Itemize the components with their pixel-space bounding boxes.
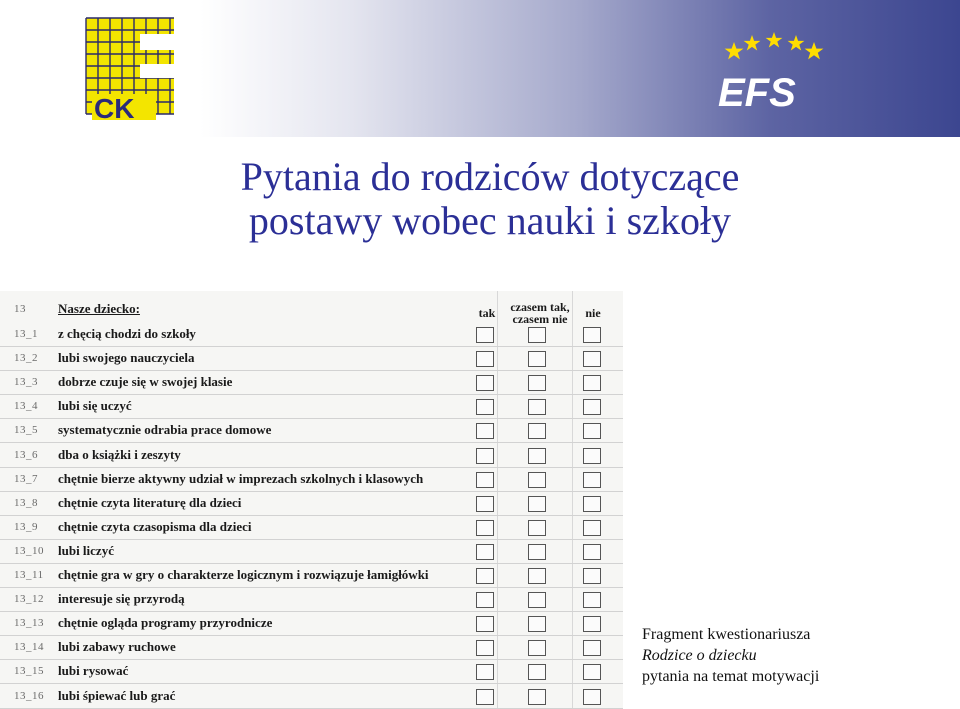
question-number: 13_2 (14, 352, 38, 365)
checkbox-nie (583, 496, 601, 512)
question-text: chętnie ogląda programy przyrodnicze (58, 615, 273, 631)
question-text: lubi śpiewać lub grać (58, 687, 176, 703)
checkbox-nie (583, 399, 601, 415)
questionnaire-scan (0, 291, 623, 709)
checkbox-nie (583, 423, 601, 439)
checkbox-nie (583, 616, 601, 632)
checkbox-czasem (528, 544, 546, 560)
checkbox-tak (476, 592, 494, 608)
question-row (0, 587, 623, 612)
question-row (0, 635, 623, 660)
question-text: lubi swojego nauczyciela (58, 350, 195, 366)
question-text: dba o książki i zeszyty (58, 446, 181, 462)
question-row (0, 539, 623, 564)
question-row (0, 515, 623, 540)
checkbox-nie (583, 327, 601, 343)
question-number: 13_12 (14, 593, 44, 606)
checkbox-tak (476, 375, 494, 391)
caption (642, 624, 819, 687)
checkbox-czasem (528, 568, 546, 584)
page-title (0, 155, 960, 243)
checkbox-nie (583, 664, 601, 680)
title-line-2: postawy wobec nauki i szkoły (248, 198, 732, 243)
question-text: lubi rysować (58, 663, 129, 679)
question-text: interesuje się przyrodą (58, 591, 185, 607)
checkbox-nie (583, 544, 601, 560)
checkbox-tak (476, 327, 494, 343)
checkbox-nie (583, 689, 601, 705)
question-row (0, 370, 623, 395)
checkbox-tak (476, 472, 494, 488)
checkbox-nie (583, 568, 601, 584)
checkbox-tak (476, 616, 494, 632)
question-number: 13 (14, 303, 26, 315)
checkbox-nie (583, 351, 601, 367)
checkbox-czasem (528, 351, 546, 367)
title-line-1: Pytania do rodziców dotyczące (240, 154, 740, 199)
question-number: 13_8 (14, 496, 38, 509)
header-band (200, 0, 960, 137)
checkbox-czasem (528, 616, 546, 632)
checkbox-nie (583, 472, 601, 488)
ck-logo (78, 14, 188, 126)
question-text: lubi liczyć (58, 542, 114, 558)
question-row (0, 684, 623, 709)
checkbox-czasem (528, 399, 546, 415)
question-number: 13_9 (14, 520, 38, 533)
checkbox-czasem (528, 496, 546, 512)
question-number: 13_16 (14, 689, 44, 702)
question-row (0, 394, 623, 419)
column-head-czasem-nie: czasem nie (512, 312, 568, 326)
question-number: 13_1 (14, 328, 38, 340)
question-row (0, 322, 623, 347)
checkbox-czasem (528, 520, 546, 536)
caption-line-1: Fragment kwestionariusza (642, 626, 811, 643)
svg-text:EFS: EFS (718, 71, 796, 112)
question-text: chętnie gra w gry o charakterze logicznym i rozwiązuje łamigłówki (58, 567, 429, 582)
checkbox-tak (476, 399, 494, 415)
checkbox-tak (476, 689, 494, 705)
question-row (0, 563, 623, 588)
checkbox-tak (476, 448, 494, 464)
question-number: 13_3 (14, 376, 38, 389)
checkbox-tak (476, 520, 494, 536)
question-row (0, 659, 623, 684)
caption-line-3: pytania na temat motywacji (642, 668, 820, 685)
checkbox-tak (476, 423, 494, 439)
checkbox-czasem (528, 375, 546, 391)
checkbox-tak (476, 544, 494, 560)
checkbox-nie (583, 592, 601, 608)
question-text: chętnie bierze aktywny udział w imprezach szkolnych i klasowych (58, 470, 424, 486)
question-row (0, 443, 623, 468)
question-text: chętnie czyta literaturę dla dzieci (58, 494, 242, 510)
checkbox-tak (476, 496, 494, 512)
checkbox-tak (476, 351, 494, 367)
questionnaire-header-row (0, 297, 623, 321)
checkbox-tak (476, 568, 494, 584)
caption-line-2: Rodzice o dziecku (642, 647, 757, 664)
checkbox-nie (583, 375, 601, 391)
question-row (0, 467, 623, 492)
svg-text:CK: CK (94, 93, 135, 124)
checkbox-nie (583, 640, 601, 656)
checkbox-czasem (528, 448, 546, 464)
checkbox-tak (476, 664, 494, 680)
question-number: 13_6 (14, 448, 38, 461)
checkbox-czasem (528, 640, 546, 656)
checkbox-czasem (528, 472, 546, 488)
question-number: 13_7 (14, 472, 38, 485)
question-number: 13_10 (14, 544, 44, 557)
checkbox-nie (583, 448, 601, 464)
question-number: 13_15 (14, 665, 44, 678)
column-head-czasem-tak: czasem tak, (510, 300, 570, 314)
checkbox-czasem (528, 664, 546, 680)
question-text: lubi zabawy ruchowe (58, 639, 176, 655)
question-text: systematycznie odrabia prace domowe (58, 422, 272, 438)
question-row (0, 346, 623, 371)
question-number: 13_13 (14, 617, 44, 630)
question-number: 13_11 (14, 569, 44, 581)
questionnaire-heading: Nasze dziecko: (58, 301, 140, 316)
efs-logo (712, 30, 832, 112)
column-head-tak: tak (478, 306, 496, 320)
question-row (0, 418, 623, 443)
column-head-nie: nie (585, 306, 601, 320)
question-text: lubi się uczyć (58, 398, 132, 414)
question-text: chętnie czyta czasopisma dla dzieci (58, 518, 252, 534)
question-number: 13_5 (14, 424, 38, 437)
checkbox-czasem (528, 327, 546, 343)
checkbox-czasem (528, 592, 546, 608)
checkbox-tak (476, 640, 494, 656)
question-number: 13_14 (14, 641, 44, 654)
question-text: z chęcią chodzi do szkoły (58, 326, 196, 341)
question-row (0, 611, 623, 636)
checkbox-czasem (528, 423, 546, 439)
question-row (0, 491, 623, 516)
question-number: 13_4 (14, 400, 38, 413)
checkbox-nie (583, 520, 601, 536)
checkbox-czasem (528, 689, 546, 705)
question-text: dobrze czuje się w swojej klasie (58, 374, 233, 390)
